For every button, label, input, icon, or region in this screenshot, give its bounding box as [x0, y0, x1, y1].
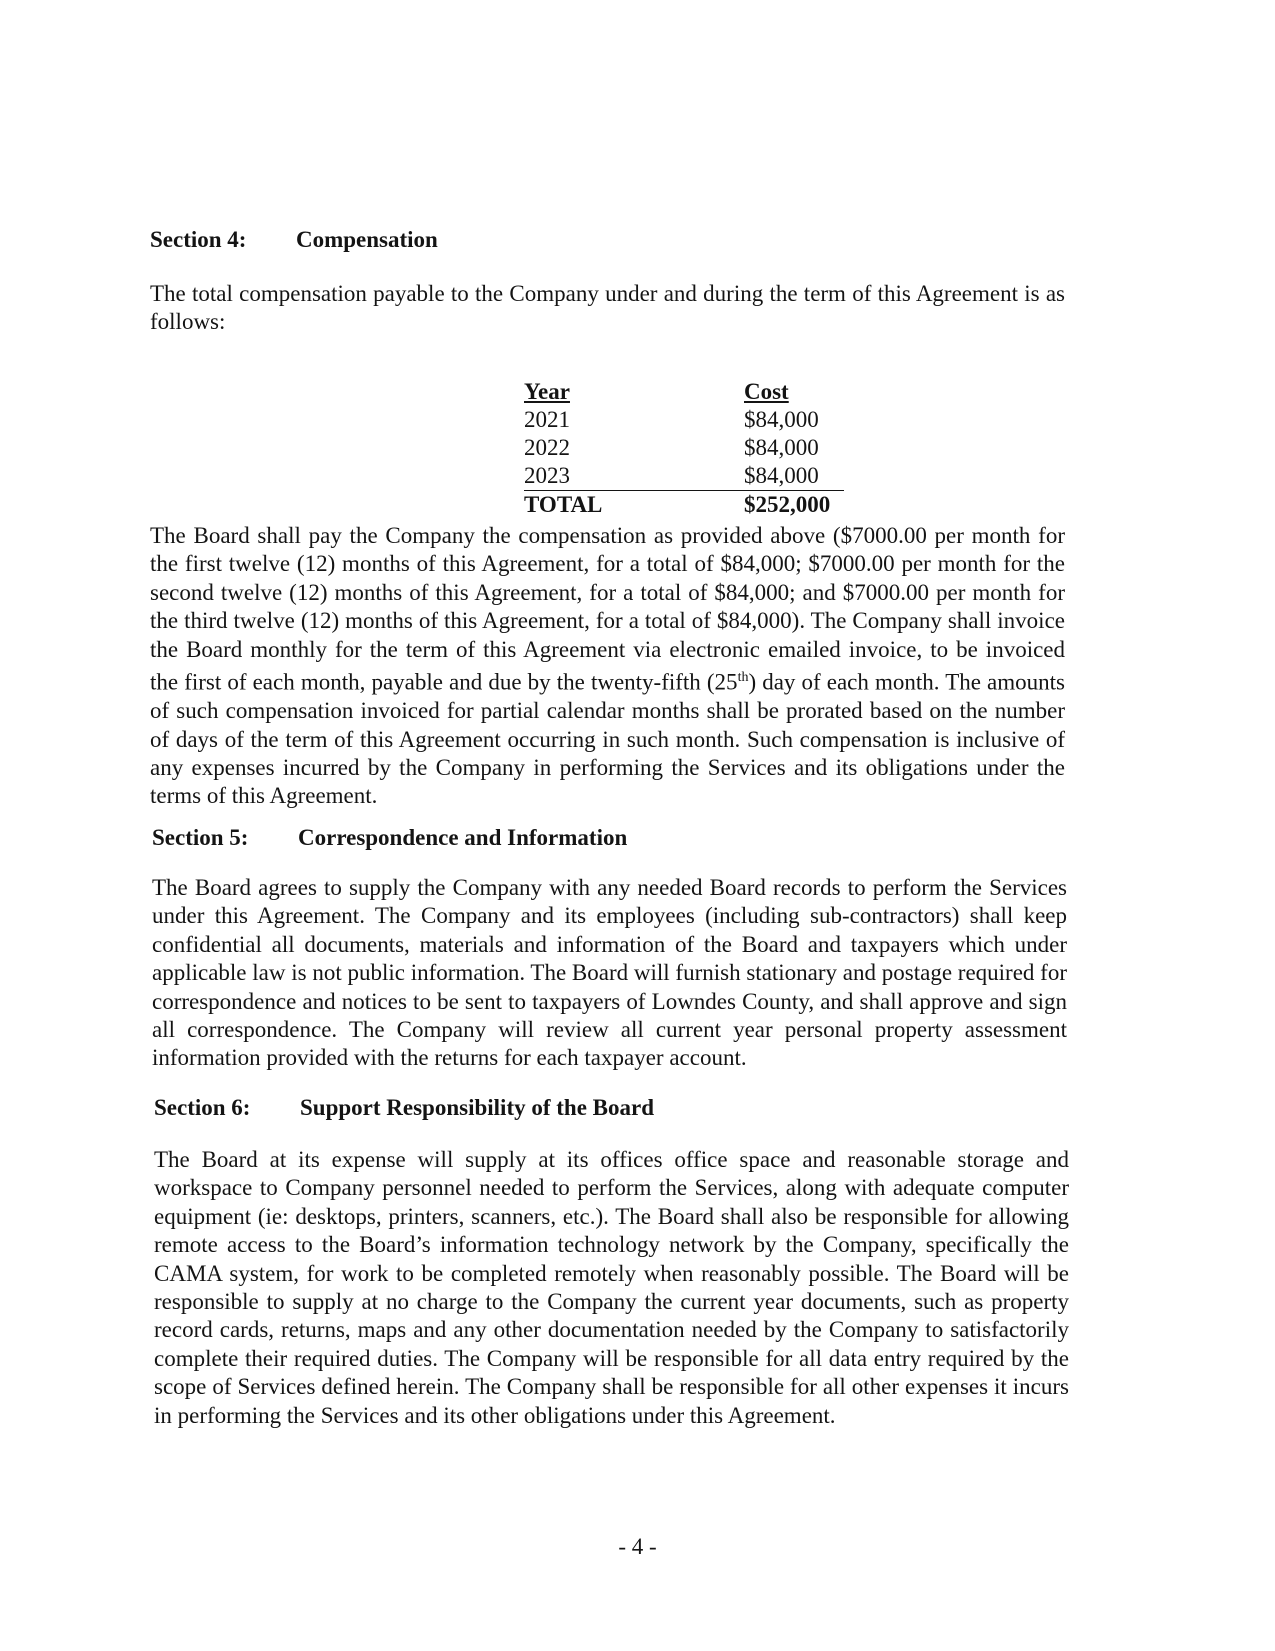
section-5-heading	[152, 824, 627, 852]
table-total-row	[524, 491, 844, 520]
section-4-body-part2: ) day of each month. The amounts of such compensation invoiced for partial calendar months shall be prorated based on the number of days of the term of this Agreement occurring in such month. Such compensation is inclusive of any expenses incurred by the Company in performing the Services and its obligations under the terms of this Agreement.	[150, 669, 1065, 809]
year-cell: 2021	[524, 407, 570, 432]
section-6-number: Section 6:	[154, 1095, 251, 1120]
section-4-number: Section 4:	[150, 227, 247, 252]
ordinal-suffix: th	[737, 670, 749, 686]
section-4-body-part1: The Board shall pay the Company the compensation as provided above ($7000.00 per month for the first twelve (12) months of this Agreement, for a total of $84,000; $7000.00 per month for the second twelve (12) months of this Agreement, for a total of $84,000; and $7000.00 per month for the third twelve (12) months of this Agreement, for a total of $84,000). The Company shall invoice the Board monthly for the term of this Agreement via electronic emailed invoice, to be invoiced the first of each month, payable and due by the twenty-fifth (25	[150, 523, 1065, 695]
section-5-number: Section 5:	[152, 825, 249, 850]
year-cell: 2023	[524, 462, 744, 491]
section-5-body: The Board agrees to supply the Company with any needed Board records to perform the Services under this Agreement. The Company and its employees (including sub-contractors) shall keep confidential all documents, materials and information of the Board and taxpayers which under applicable law is not public information. The Board will furnish stationary and postage required for correspondence and notices to be sent to taxpayers of Lowndes County, and shall approve and sign all correspondence. The Company will review all current year personal property assessment information provided with the returns for each taxpayer account.	[152, 875, 1067, 1071]
cost-cell: $84,000	[744, 435, 819, 460]
page-number: - 4 -	[618, 1534, 657, 1559]
total-value: $252,000	[744, 492, 831, 517]
section-4-intro: The total compensation payable to the Company under and during the term of this Agreement is as follows:	[150, 281, 1065, 335]
section-6-body: The Board at its expense will supply at its offices office space and reasonable storage and workspace to Company personnel needed to perform the Services, along with adequate computer equipment (ie: desktops, printers, scanners, etc.). The Board shall also be responsible for allowing remote access to the Board’s information technology network by the Company, specifically the CAMA system, for work to be completed remotely when reasonably possible. The Board will be responsible to supply at no charge to the Company the current year documents, such as property record cards, returns, maps and any other documentation needed by the Company to satisfactorily complete their required duties. The Company will be responsible for all data entry required by the scope of Services defined herein. The Company shall be responsible for all other expenses it incurs in performing the Services and its other obligations under this Agreement.	[154, 1147, 1069, 1428]
table-header-row	[524, 378, 844, 406]
compensation-table	[524, 378, 844, 519]
year-cell: 2022	[524, 435, 570, 460]
section-6-heading	[154, 1094, 654, 1122]
total-label: TOTAL	[524, 492, 603, 517]
table-row	[524, 462, 844, 491]
table-row	[524, 434, 844, 462]
section-5-title: Correspondence and Information	[298, 825, 628, 850]
section-4-body	[150, 522, 1065, 811]
cost-column-header: Cost	[744, 379, 789, 404]
cost-cell: $84,000	[744, 462, 844, 491]
section-4-heading	[150, 226, 438, 254]
section-6-title: Support Responsibility of the Board	[300, 1095, 655, 1120]
section-4-title: Compensation	[296, 227, 438, 252]
table-row	[524, 406, 844, 434]
cost-cell: $84,000	[744, 407, 819, 432]
year-column-header: Year	[524, 379, 570, 404]
